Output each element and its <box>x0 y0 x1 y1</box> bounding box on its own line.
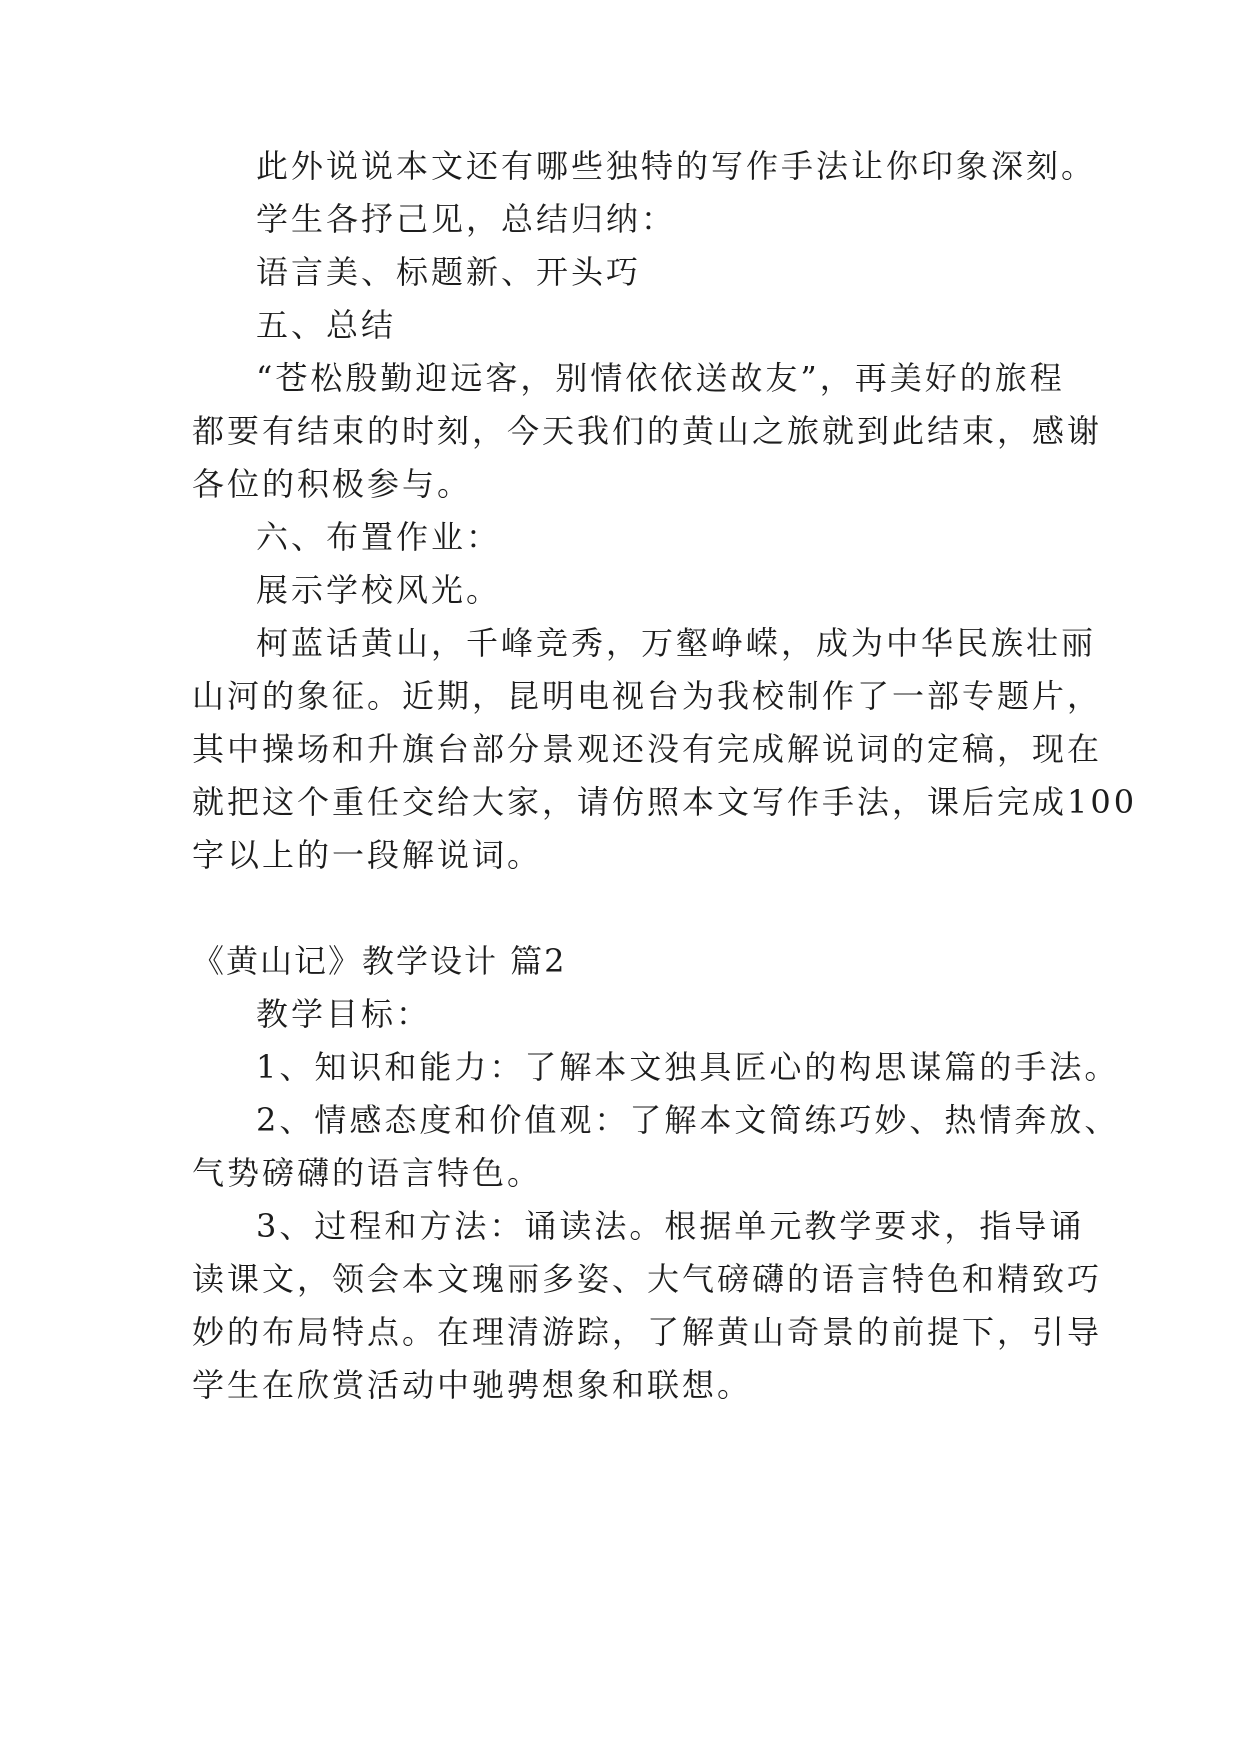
paragraph-line: 读课文，领会本文瑰丽多姿、大气磅礴的语言特色和精致巧 <box>192 1260 1103 1298</box>
paragraph-line: 就把这个重任交给大家，请仿照本文写作手法，课后完成100 <box>192 783 1138 821</box>
paragraph-line: 各位的积极参与。 <box>192 465 473 503</box>
paragraph-line: 妙的布局特点。在理清游踪，了解黄山奇景的前提下，引导 <box>192 1313 1103 1351</box>
document-title: 《黄山记》教学设计 篇2 <box>192 942 567 980</box>
paragraph-line: 柯蓝话黄山，千峰竞秀，万壑峥嵘，成为中华民族壮丽 <box>256 624 1097 662</box>
paragraph-line: 1、知识和能力：了解本文独具匠心的构思谋篇的手法。 <box>256 1048 1120 1086</box>
paragraph-line: 语言美、标题新、开头巧 <box>256 253 642 291</box>
paragraph-line: 山河的象征。近期，昆明电视台为我校制作了一部专题片， <box>192 677 1103 715</box>
paragraph-line: “苍松殷勤迎远客，别情依依送故友”，再美好的旅程 <box>256 359 1065 397</box>
paragraph-line: 展示学校风光。 <box>256 571 502 609</box>
paragraph-line: 都要有结束的时刻，今天我们的黄山之旅就到此结束，感谢 <box>192 412 1103 450</box>
paragraph-line: 气势磅礴的语言特色。 <box>192 1154 543 1192</box>
paragraph-line: 字以上的一段解说词。 <box>192 836 543 874</box>
section-heading: 六、布置作业： <box>256 518 502 556</box>
paragraph-line: 2、情感态度和价值观：了解本文简练巧妙、热情奔放、 <box>256 1101 1120 1139</box>
paragraph-line: 学生各抒己见，总结归纳： <box>256 200 677 238</box>
paragraph-line: 此外说说本文还有哪些独特的写作手法让你印象深刻。 <box>256 147 1097 185</box>
paragraph-line: 教学目标： <box>256 995 432 1033</box>
paragraph-line: 3、过程和方法：诵读法。根据单元教学要求，指导诵 <box>256 1207 1085 1245</box>
paragraph-line: 其中操场和升旗台部分景观还没有完成解说词的定稿，现在 <box>192 730 1103 768</box>
section-heading: 五、总结 <box>256 306 397 344</box>
paragraph-line: 学生在欣赏活动中驰骋想象和联想。 <box>192 1366 753 1404</box>
